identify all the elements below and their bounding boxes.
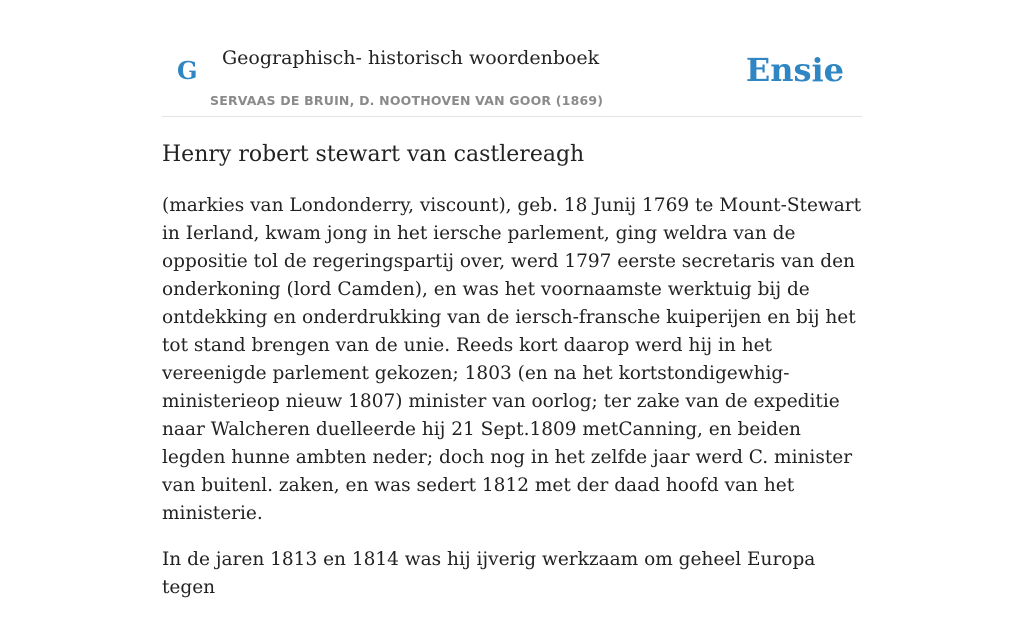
- brand-logo[interactable]: Ensie: [745, 51, 844, 89]
- entry-paragraph: (markies van Londonderry, viscount), geb. 18 Junij 1769 te Mount-Stewart in Ierland, kwam jong in het iersche parlement, ging weldra van de oppositie tol de regeringspartij over, werd 1797 eerste secretaris van den onderkoning (lord Camden), en was het voornaamste werktuig bij de ontdekking en onderdrukking van de iersch-fransche kuiperijen en bij het tot stand brengen van de unie. Reeds kort daarop werd hij in het vereenigde parlement gekozen; 1803 (en na het kortstondigewhig-ministerieop nieuw 1807) minister van oorlog; ter zake van de expeditie naar Walcheren duelleerde hij 21 Sept.1809 metCanning, en beiden legden hunne ambten neder; doch nog in het zelfde jaar werd C. minister van buitenl. zaken, en was sedert 1812 met der daad hoofd van het ministerie.: [162, 195, 862, 524]
- entry-paragraph: In de jaren 1813 en 1814 was hij ijverig werkzaam om geheel Europa tegen: [162, 549, 816, 598]
- book-title-link[interactable]: Geographisch- historisch woordenboek: [222, 47, 600, 69]
- entry-title: Henry robert stewart van castlereagh: [162, 142, 585, 167]
- book-logo-letter[interactable]: G: [177, 56, 198, 85]
- entry-body: [162, 192, 862, 620]
- book-author: SERVAAS DE BRUIN, D. NOOTHOVEN VAN GOOR (1869): [210, 93, 604, 108]
- book-header: [162, 0, 862, 117]
